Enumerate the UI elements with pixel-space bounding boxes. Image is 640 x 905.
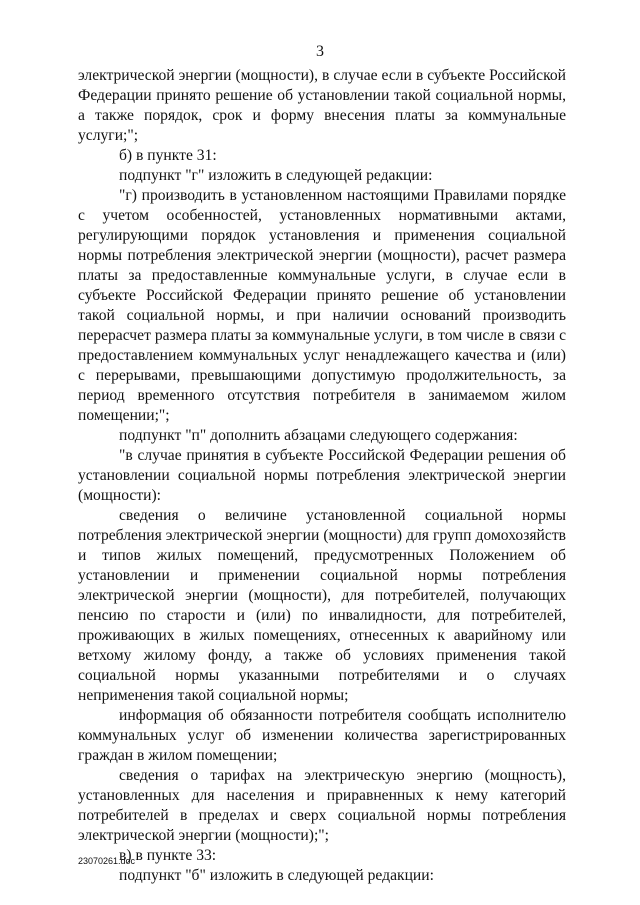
paragraph-norm-info: сведения о величине установленной социальной нормы потребления электрической энергии (мощности) для групп домохозяйств и типов жилых помещений, предусмотренных Положением об установлении и применении социальной нормы потребления электрической энергии (мощности), для потребителей, получающих пенсию по старости и (или) по инвалидности, для потребителей, проживающих в жилых помещениях, отнесенных к аварийному или ветхому жилому фонду, а также об условиях применения такой социальной нормы указанными потребителями и о случаях неприменения такой социальной нормы; (78, 507, 566, 704)
paragraph-social-norm-intro: "в случае принятия в субъекте Российской Федерации решения об установлении социальной нормы потребления электрической энергии (мощности): (78, 447, 566, 504)
paragraph-subitem-g-text: "г) производить в установленном настоящими Правилами порядке с учетом особенностей, установленных нормативными актами, регулирующими порядок установления и применения социальной нормы потребления электрической энергии (мощности), расчет размера платы за предоставленные коммунальные услуги, в случае если в субъекте Российской Федерации принято решение об установлении такой социальной нормы, и при наличии оснований производить перерасчет размера платы за коммунальные услуги, в том числе в связи с предоставлением коммунальных услуг ненадлежащего качества и (или) с перерывами, превышающими допустимую продолжительность, за период временного отсутствия потребителя в занимаемом жилом помещении;"; (78, 187, 566, 424)
paragraph-item-v: в) в пункте 33: (119, 847, 217, 864)
paragraph-item-b: б) в пункте 31: (119, 147, 217, 164)
page-number: 3 (316, 43, 324, 60)
paragraph-tariff-info: сведения о тарифах на электрическую энергию (мощность), установленных для населения и приравненных к нему категорий потребителей в пределах и сверх социальной нормы потребления электрической энергии (мощности);"; (78, 767, 566, 844)
paragraph-continuation: электрической энергии (мощности), в случае если в субъекте Российской Федерации принято решение об установлении такой социальной нормы, а также порядок, срок и форму внесения платы за коммунальные услуги;"; (78, 67, 566, 144)
paragraph-subitem-p-intro: подпункт "п" дополнить абзацами следующего содержания: (119, 427, 518, 444)
paragraph-subitem-g-intro: подпункт "г" изложить в следующей редакции: (119, 167, 433, 184)
paragraph-subitem-b-intro: подпункт "б" изложить в следующей редакции: (119, 867, 434, 884)
paragraph-obligation-info: информация об обязанности потребителя сообщать исполнителю коммунальных услуг об изменении количества зарегистрированных граждан в жилом помещении; (78, 707, 566, 764)
document-body (78, 66, 566, 886)
footer-filename: 23070261.doc (78, 856, 136, 866)
